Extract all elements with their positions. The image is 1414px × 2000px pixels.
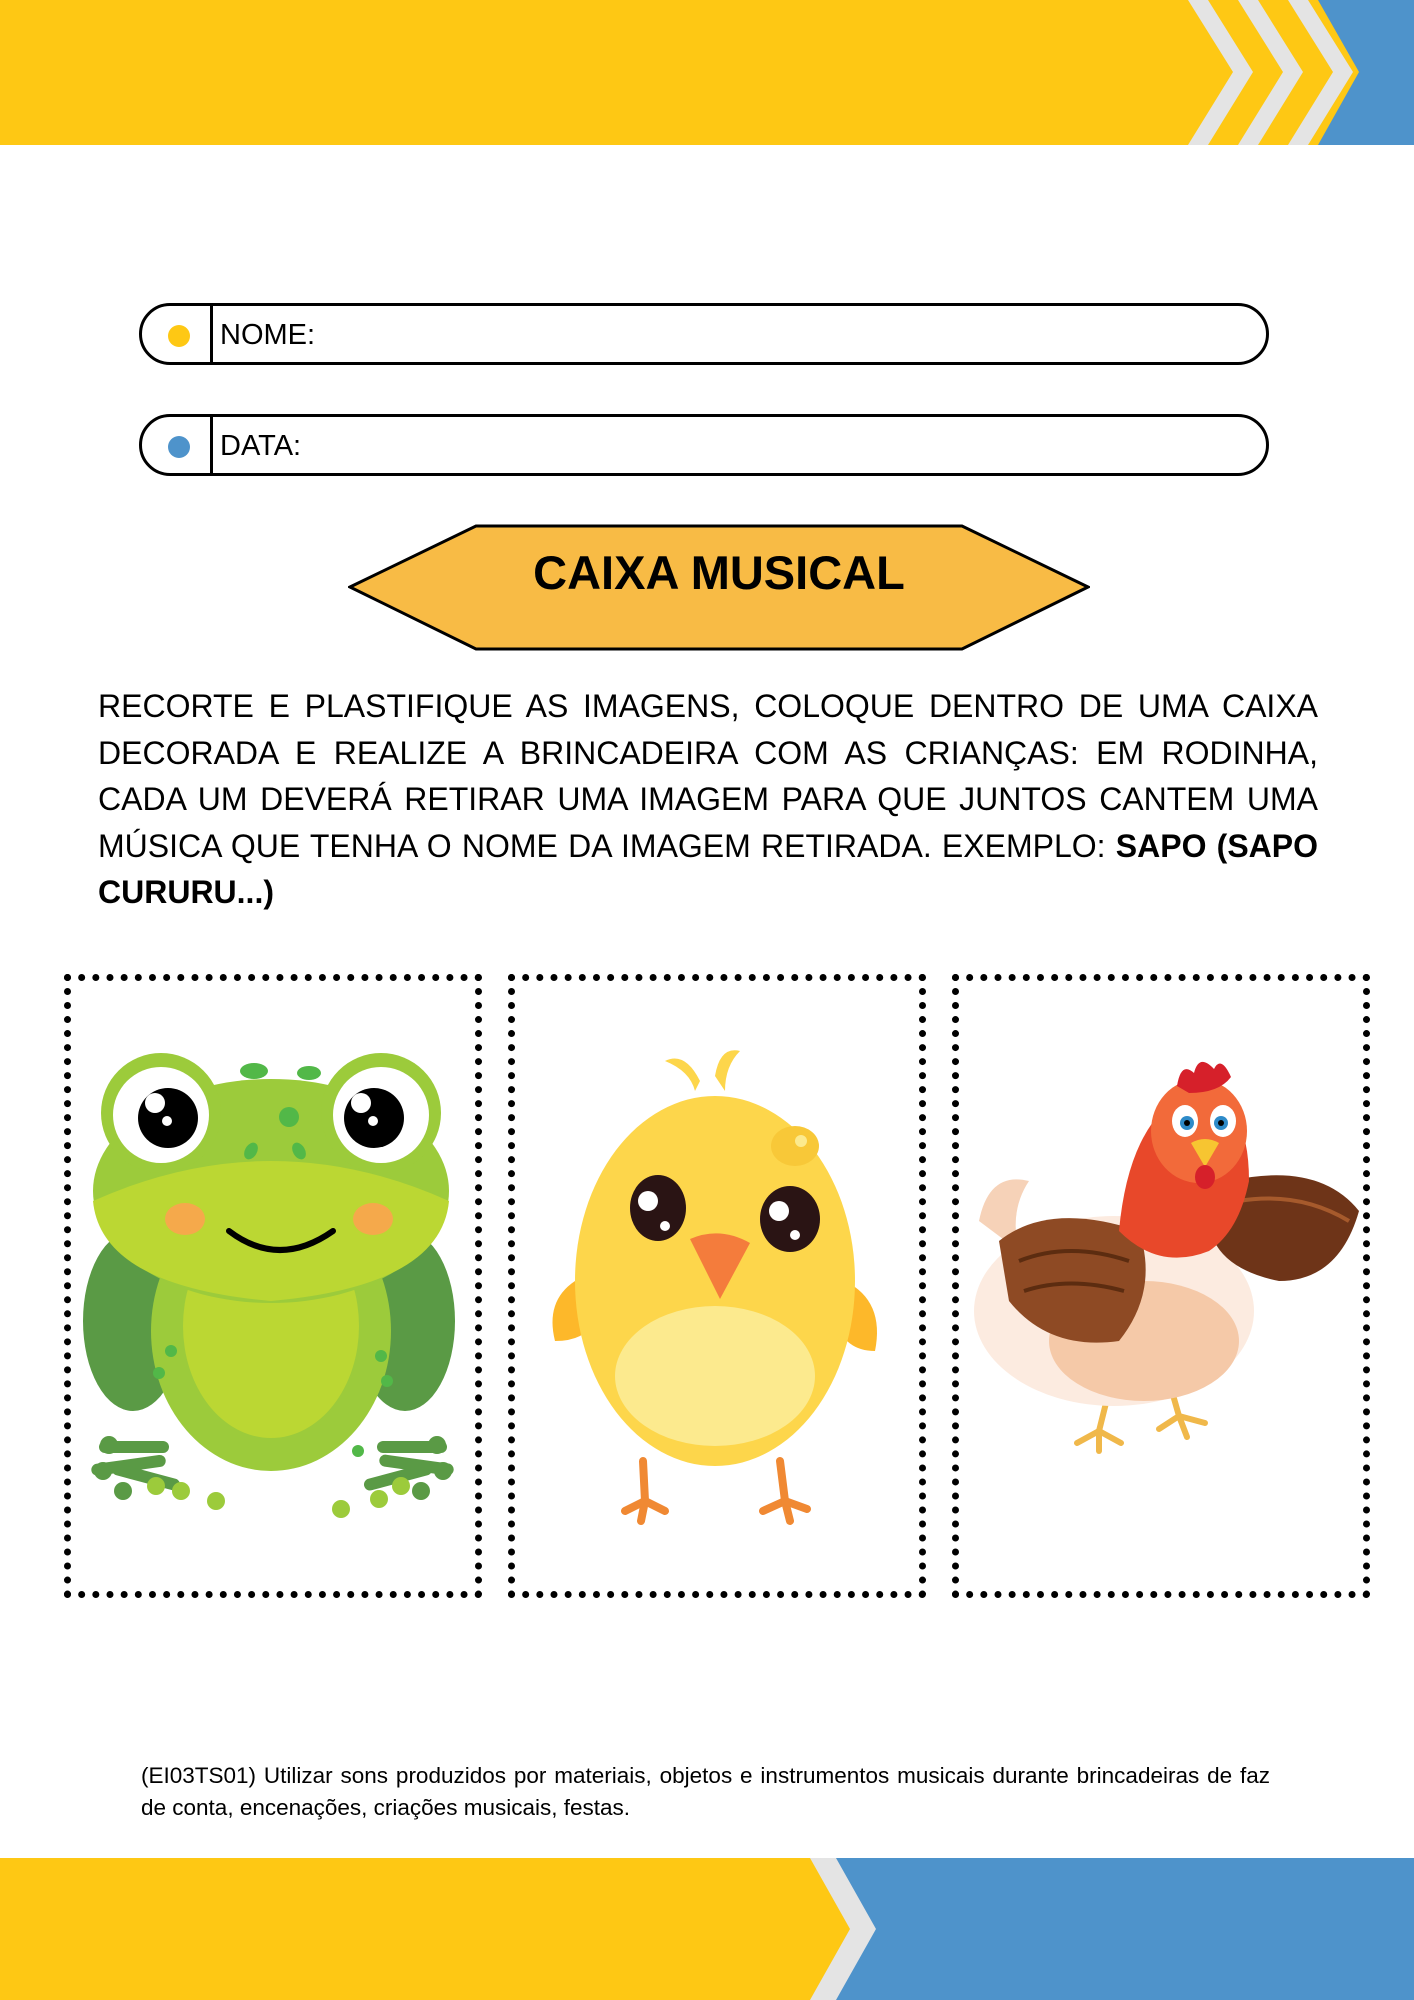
instructions-paragraph [98,683,1318,916]
chick-icon [515,981,919,1591]
frog-icon [71,981,475,1591]
date-label: DATA: [220,430,302,462]
field-divider [210,417,213,473]
date-field[interactable] [139,414,1269,476]
instructions-example: SAPO (SAPO CURURU...) [98,827,1319,910]
instructions-text: RECORTE E PLASTIFIQUE AS IMAGENS, COLOQUE DENTRO DE UMA CAIXA DECORADA E REALIZE A BRINCADEIRA COM AS CRIANÇAS: EM RODINHA, CADA UM DEVERÁ RETIRAR UMA IMAGEM PARA QUE JUNTOS CANTEM UMA MÚSICA QUE TENHA O NOME DA IMAGEM RETIRADA. EXEMPLO: [98,688,1318,864]
header-decoration [0,0,1414,145]
learning-objective-note: (EI03TS01) Utilizar sons produzidos por materiais, objetos e instrumentos musicais durante brincadeiras de faz de conta, encenações, criações musicais, festas. [141,1763,1270,1820]
name-field[interactable] [139,303,1269,365]
card-frog [64,974,482,1598]
blue-dot-icon [168,436,190,458]
card-hen [952,974,1370,1598]
card-chick [508,974,926,1598]
hen-icon [959,981,1363,1591]
name-label: NOME: [220,319,316,351]
footer-decoration [0,1858,1414,2000]
field-divider [210,306,213,362]
yellow-dot-icon [168,325,190,347]
page-title: CAIXA MUSICAL [533,546,905,599]
